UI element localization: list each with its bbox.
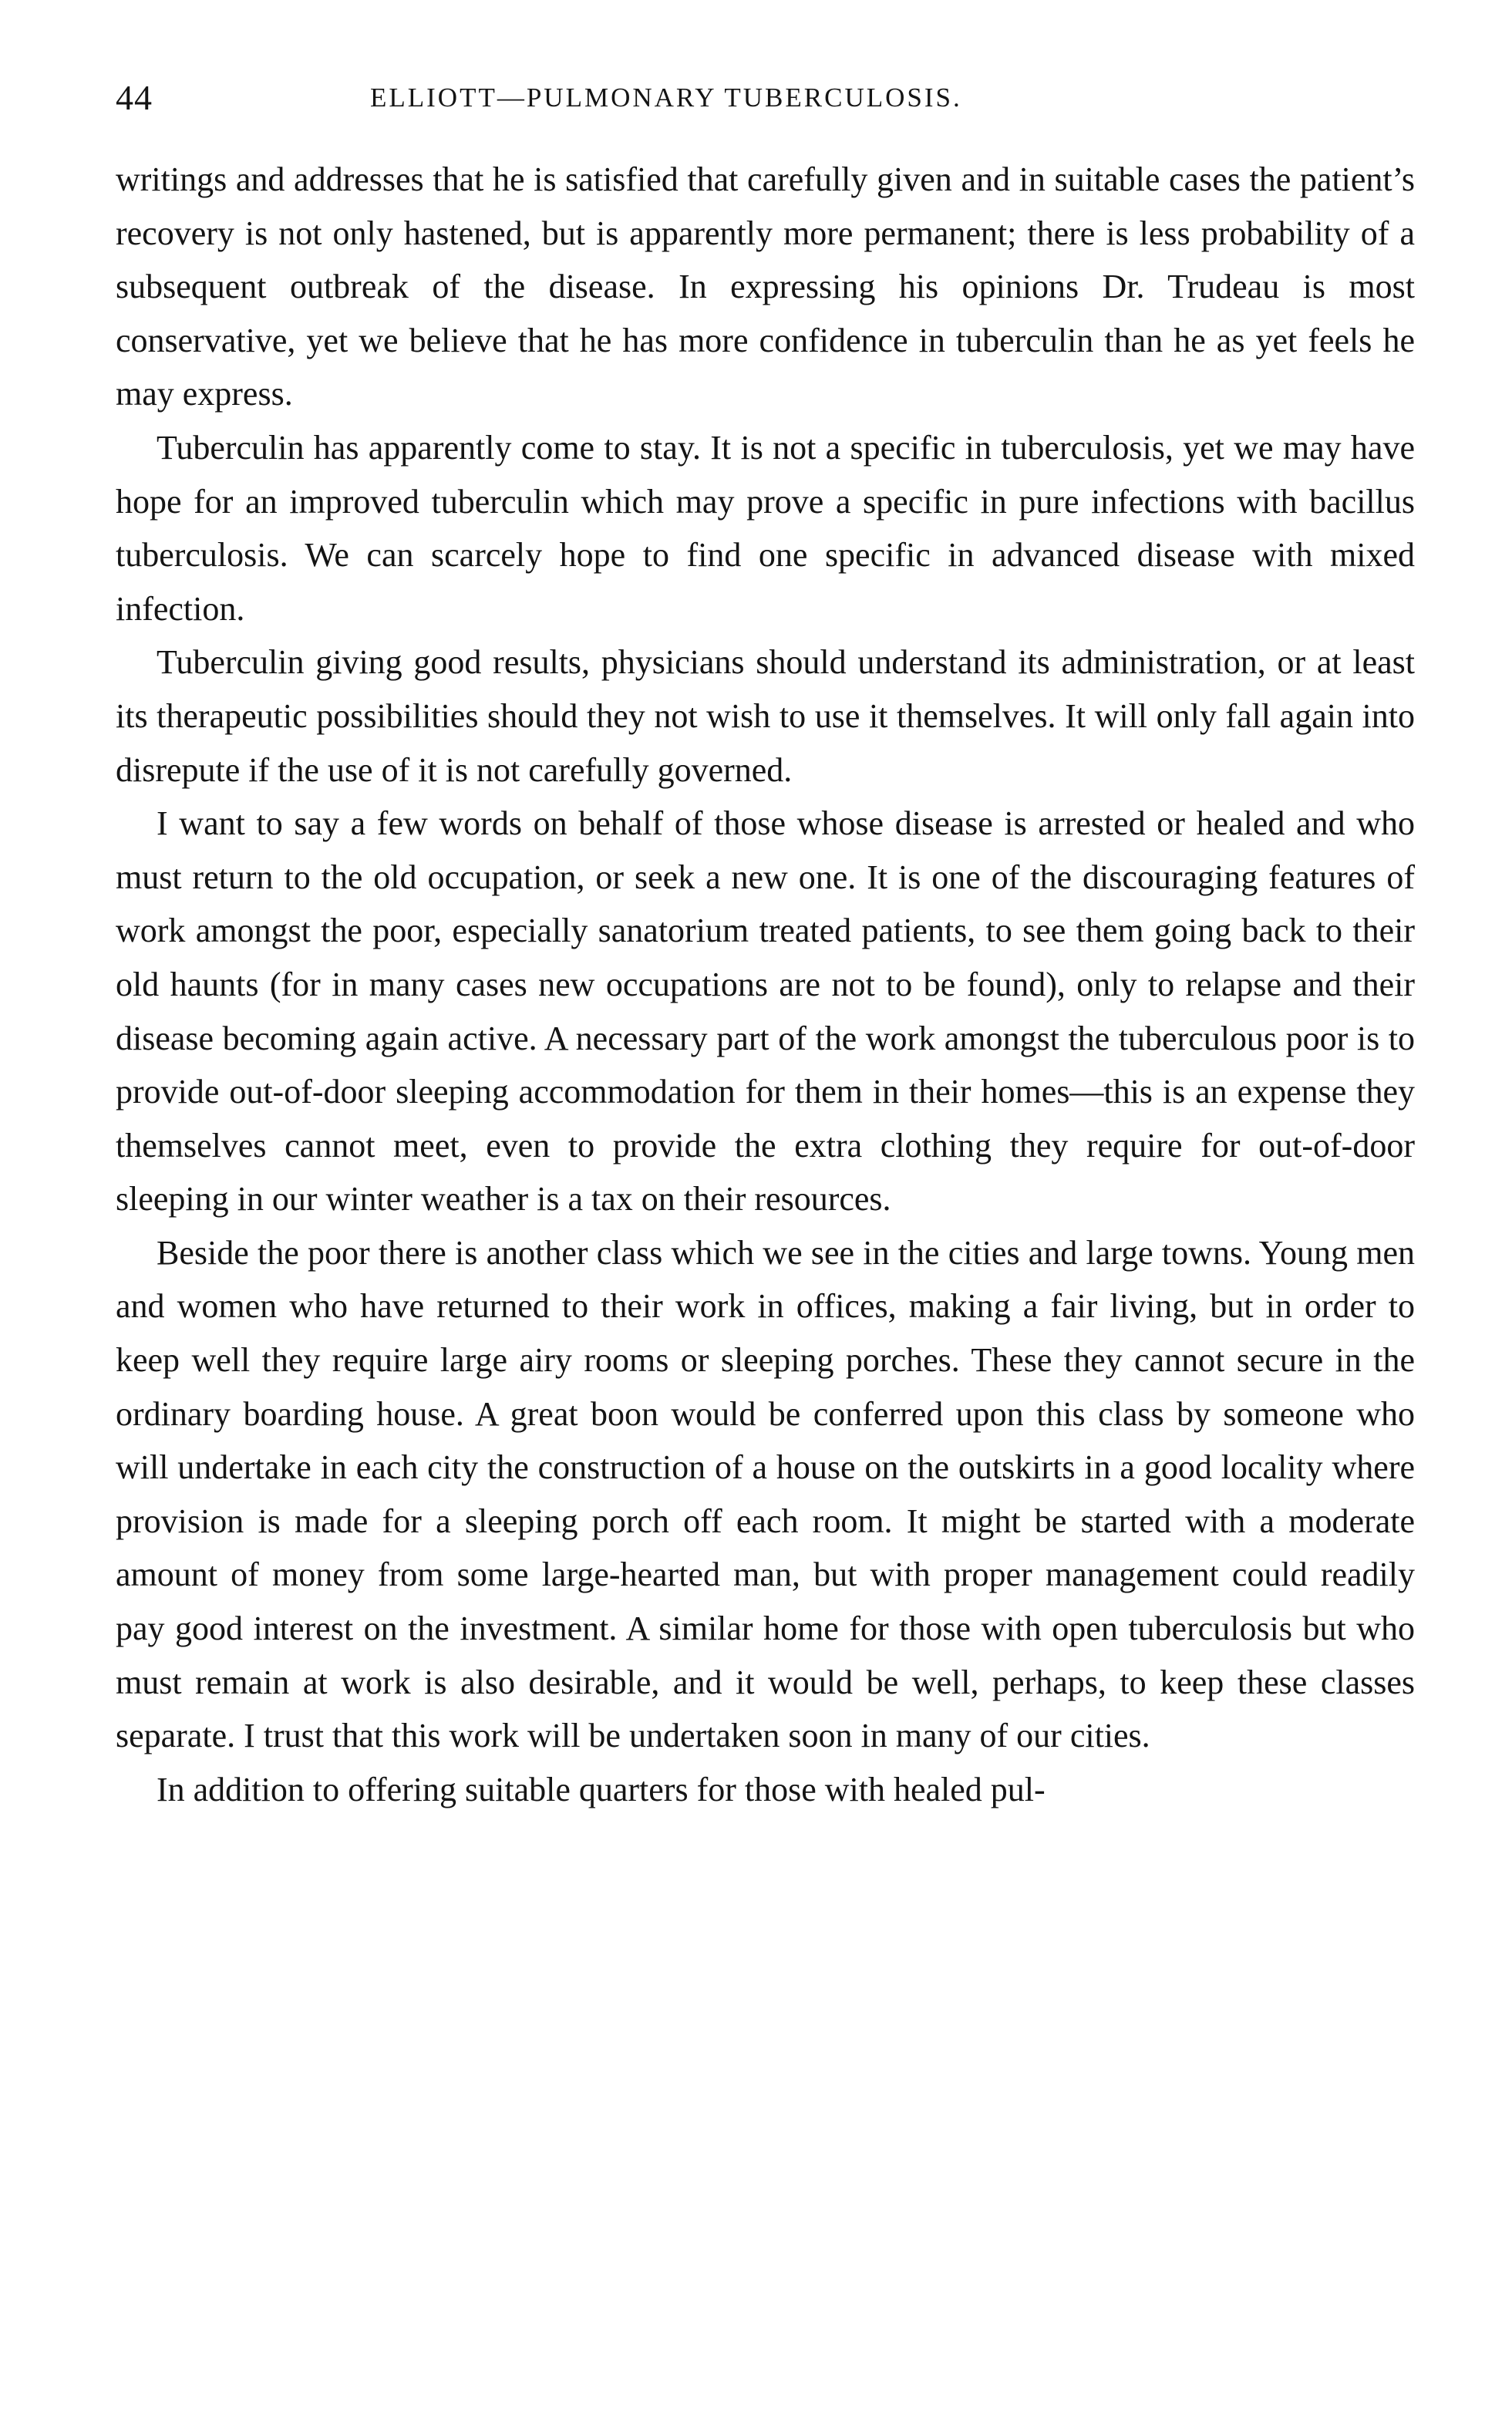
paragraph-tuberculin-administration: Tuberculin giving good results, physicians should understand its administration, or at least its therapeutic possibilities should they not wish to use it themselves. It will only fall again into disrepute if the use of it is not carefully governed. [116,643,1415,789]
paragraph-tuberculin-stay: Tuberculin has apparently come to stay. It is not a specific in tuberculosis, yet we may have hope for an improved tuberculin which may prove a specific in pure infections with bacillus tuberculosis. We can scarcely hope to find one specific in advanced disease with mixed infection. [116,428,1415,628]
page-number: 44 [116,78,153,117]
running-head [116,71,1426,125]
paragraph-another-class: Beside the poor there is another class which we see in the cities and large towns. Young men and women who have returned to their work in offices, making a fair living, but in order to keep well they require large airy rooms or sleeping porches. These they cannot secure in the ordinary boarding house. A great boon would be conferred upon this class by someone who will undertake in each city the construction of a house on the outskirts in a good locality where provision is made for a sleeping porch off each room. It might be started with a moderate amount of money from some large-hearted man, but with proper management could readily pay good interest on the investment. A similar home for those with open tuberculosis but who must remain at work is also desirable, and it would be well, perhaps, to keep these classes separate. I trust that this work will be undertaken soon in many of our cities. [116,1233,1415,1755]
paragraph-continuation: writings and addresses that he is satisfied that carefully given and in suitable cases the patient’s recovery is not only hastened, but is apparently more permanent; there is less probability of a subsequent outbreak of the disease. In expressing his opinions Dr. Trudeau is most conservative, yet we believe that he has more confidence in tuberculin than he as yet feels he may express. [116,160,1415,413]
body-text [116,153,1415,1816]
paragraph-suitable-quarters: In addition to offering suitable quarters for those with healed pul- [157,1770,1046,1808]
running-title: ELLIOTT—PULMONARY TUBERCULOSIS. [370,83,962,113]
paragraph-arrested-disease: I want to say a few words on behalf of those whose disease is arrested or healed and who must return to the old occupation, or seek a new one. It is one of the discouraging features of work amongst the poor, especially sanatorium treated patients, to see them going back to their old haunts (for in many cases new occupations are not to be found), only to relapse and their disease becoming again active. A necessary part of the work amongst the tuberculous poor is to provide out-of-door sleeping accommodation for them in their homes—this is an expense they themselves cannot meet, even to provide the extra clothing they require for out-of-door sleeping in our winter weather is a tax on their resources. [116,804,1415,1218]
